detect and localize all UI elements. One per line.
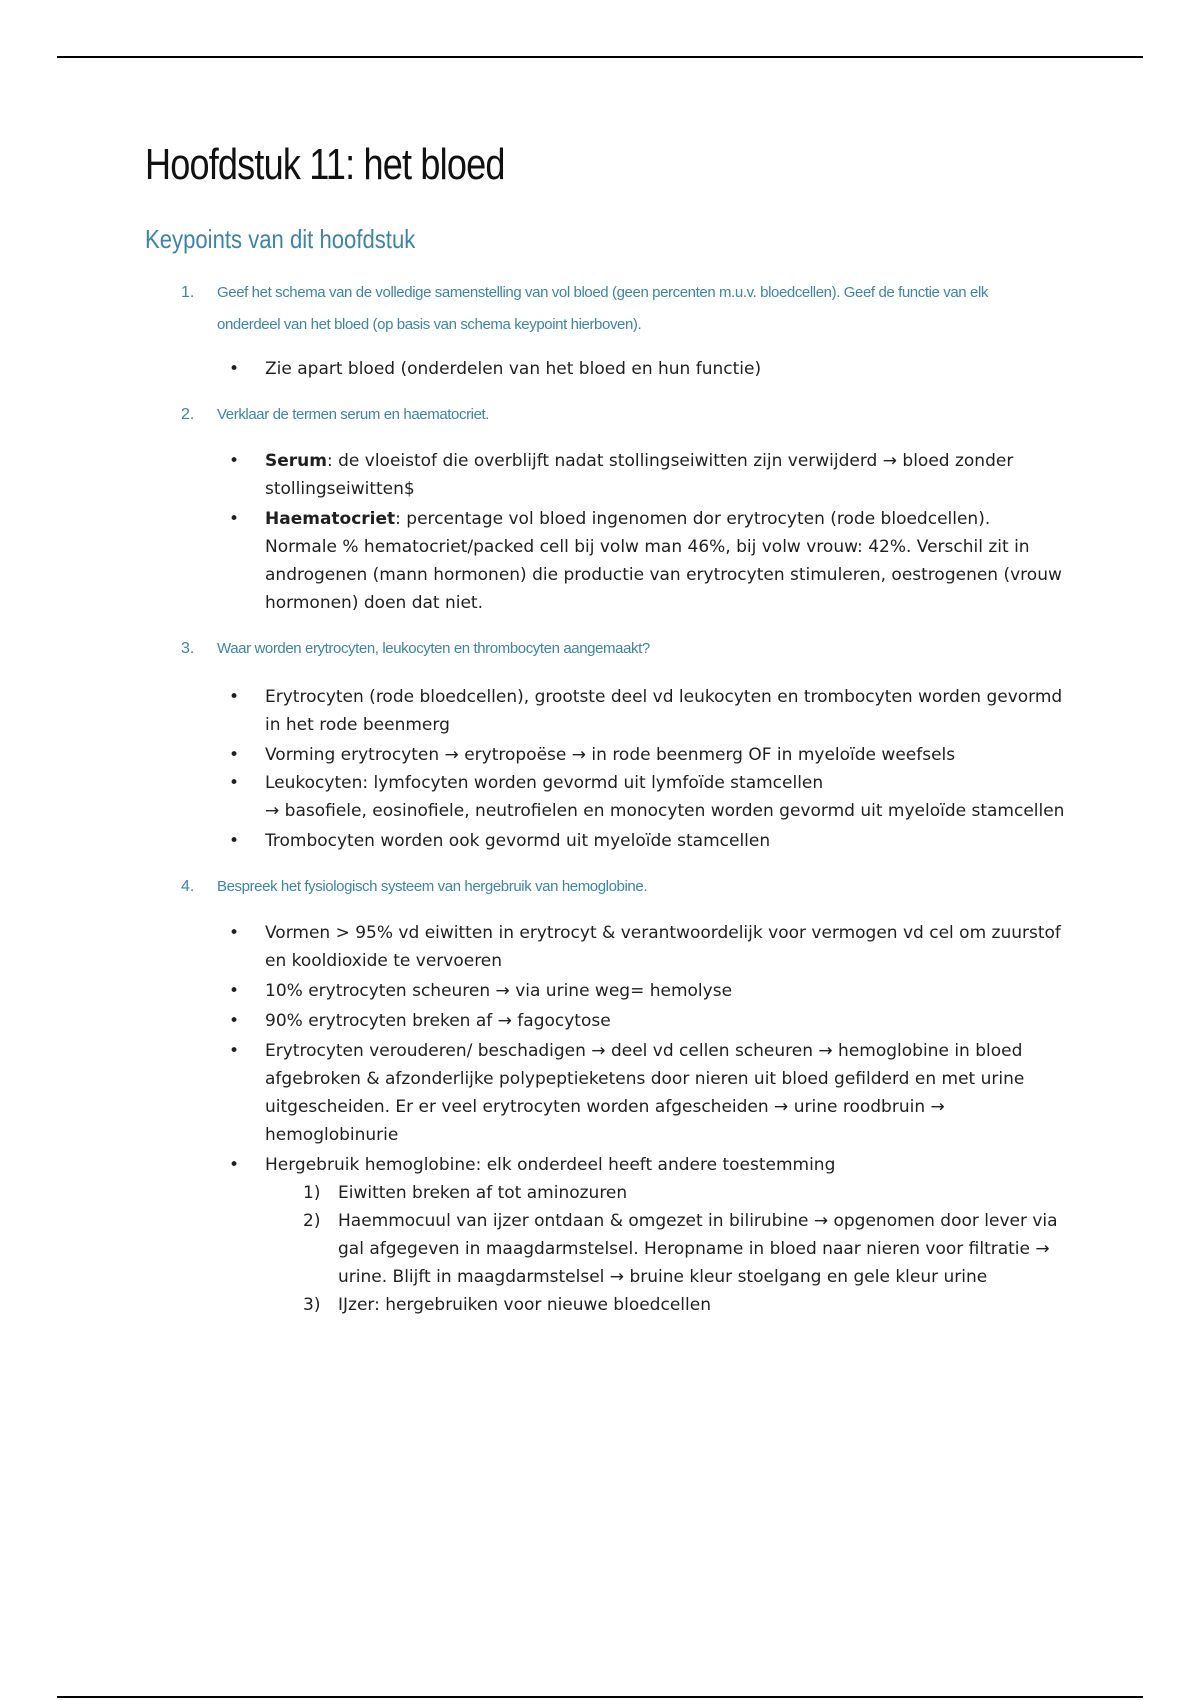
page-title: Hoofdstuk 11: het bloed xyxy=(145,140,505,189)
section-heading: Keypoints van dit hoofdstuk xyxy=(145,224,416,254)
keypoint-3 xyxy=(145,633,1065,855)
list-item: • Vorming erytrocyten → erytropoëse → in rode beenmerg OF in myeloïde weefsels xyxy=(145,741,1065,769)
list-item: • Haematocriet: percentage vol bloed ingenomen dor erytrocyten (rode bloedcellen). Normale % hematocriet/packed cell bij volw man 46%, bij volw vrouw: 42%. Verschil zit in androgenen (mann hormonen) die productie van erytrocyten stimuleren, oestrogenen (vrouw hormonen) doen dat niet. xyxy=(145,505,1065,617)
list-item: • Trombocyten worden ook gevormd uit myeloïde stamcellen xyxy=(145,827,1065,855)
keypoint-1 xyxy=(145,277,1065,383)
list-item: • Serum: de vloeistof die overblijft nadat stollingseiwitten zijn verwijderd → bloed zonder stollingseiwitten$ xyxy=(145,447,1065,503)
document-page xyxy=(145,140,1065,1319)
list-item: • Erytrocyten verouderen/ beschadigen → deel vd cellen scheuren → hemoglobine in bloed afgebroken & afzonderlijke polypeptieketens door nieren uit bloed gefilderd en met urine uitgescheiden. Er er veel erytrocyten worden afgescheiden → urine roodbruin → hemoglobinurie xyxy=(145,1037,1065,1149)
list-item: • Leukocyten: lymfocyten worden gevormd uit lymfoïde stamcellen → basofiele, eosinofiele, neutrofielen en monocyten worden gevormd uit myeloïde stamcellen xyxy=(145,769,1065,825)
bullet-icon: • xyxy=(229,1011,240,1031)
keypoint-number: 2. xyxy=(181,406,195,423)
bullet-icon: • xyxy=(229,745,240,765)
list-item: • Erytrocyten (rode bloedcellen), grootste deel vd leukocyten en trombocyten worden gevormd in het rode beenmerg xyxy=(145,683,1065,739)
keypoint-question: 1. Geef het schema van de volledige samenstelling van vol bloed (geen percenten m.u.v. bloedcellen). Geef de functie van elk onderdeel van het bloed (op basis van schema keypoint hierboven). xyxy=(145,277,1065,341)
bullet-icon: • xyxy=(229,359,240,379)
sublist-number: 1) xyxy=(303,1183,321,1203)
bullet-icon: • xyxy=(229,451,240,471)
keypoint-question: 4. Bespreek het fysiologisch systeem van hergebruik van hemoglobine. xyxy=(145,871,1065,903)
keypoint-number: 1. xyxy=(181,284,195,301)
bullet-icon: • xyxy=(229,1155,240,1175)
list-item: • Hergebruik hemoglobine: elk onderdeel heeft andere toestemming xyxy=(145,1151,1065,1179)
numbered-sublist xyxy=(145,1179,1065,1319)
keypoint-number: 4. xyxy=(181,878,195,895)
sublist-item: 2) Haemmocuul van ijzer ontdaan & omgezet in bilirubine → opgenomen door lever via gal afgegeven in maagdarmstelsel. Heropname in bloed naar nieren voor filtratie → urine. Blijft in maagdarmstelsel → bruine kleur stoelgang en gele kleur urine xyxy=(145,1207,1065,1291)
footer-rule xyxy=(57,1696,1143,1698)
keypoint-question: 2. Verklaar de termen serum en haematocriet. xyxy=(145,399,1065,431)
bullet-icon: • xyxy=(229,687,240,707)
list-item: • Zie apart bloed (onderdelen van het bloed en hun functie) xyxy=(145,355,1065,383)
list-item: • Vormen > 95% vd eiwitten in erytrocyt & verantwoordelijk voor vermogen vd cel om zuurstof en kooldioxide te vervoeren xyxy=(145,919,1065,975)
sublist-item: 3) IJzer: hergebruiken voor nieuwe bloedcellen xyxy=(145,1291,1065,1319)
bullet-icon: • xyxy=(229,981,240,1001)
bullet-icon: • xyxy=(229,773,240,793)
keypoint-4 xyxy=(145,871,1065,1319)
bullet-icon: • xyxy=(229,831,240,851)
bullet-list xyxy=(145,683,1065,855)
list-item: • 90% erytrocyten breken af → fagocytose xyxy=(145,1007,1065,1035)
list-item: • 10% erytrocyten scheuren → via urine weg= hemolyse xyxy=(145,977,1065,1005)
sublist-item: 1) Eiwitten breken af tot aminozuren xyxy=(145,1179,1065,1207)
keypoint-number: 3. xyxy=(181,640,195,657)
keypoint-2 xyxy=(145,399,1065,617)
bullet-list xyxy=(145,447,1065,617)
bullet-list xyxy=(145,919,1065,1179)
bullet-list xyxy=(145,355,1065,383)
sublist-number: 2) xyxy=(303,1211,321,1231)
sublist-number: 3) xyxy=(303,1295,321,1315)
keypoint-question: 3. Waar worden erytrocyten, leukocyten en thrombocyten aangemaakt? xyxy=(145,633,1065,665)
bullet-icon: • xyxy=(229,509,240,529)
bullet-icon: • xyxy=(229,923,240,943)
header-rule xyxy=(57,56,1143,58)
bullet-icon: • xyxy=(229,1041,240,1061)
